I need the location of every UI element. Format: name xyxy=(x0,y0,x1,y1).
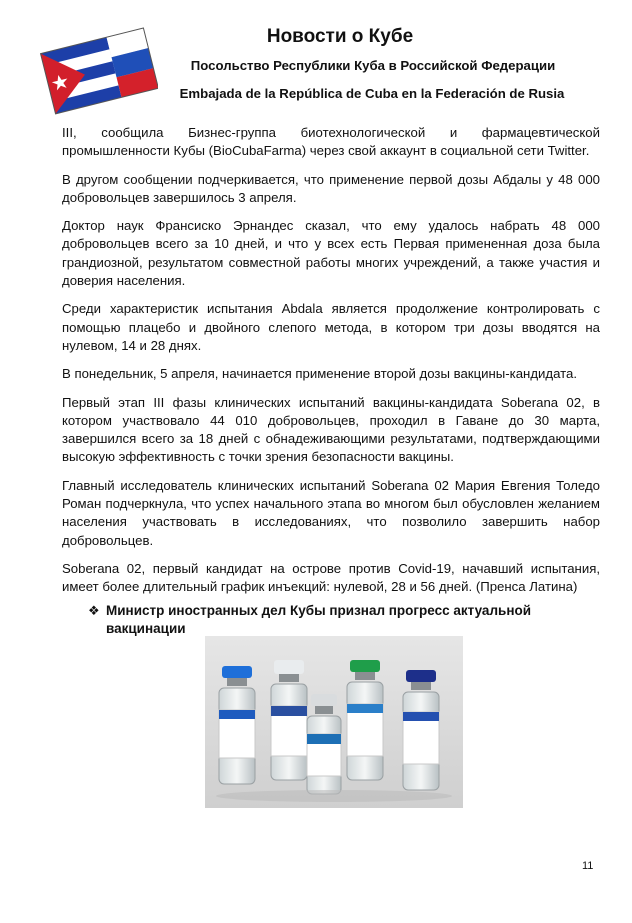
page-title: Новости о Кубе xyxy=(266,26,414,47)
cuba-russia-flag-logo xyxy=(40,18,158,120)
article-body xyxy=(62,124,600,607)
paragraph: Главный исследователь клинических испытаний Soberana 02 Мария Евгения Толедо Роман подчеркнула, что успех начального этапа во многом был обусловлен желанием населения участвовать в исследованиях, что позволило завершить набор добровольцев. xyxy=(62,477,600,548)
embassy-name-spanish: Embajada de la República de Cuba en la Federación de Rusia xyxy=(179,86,565,101)
news-headline-bullet xyxy=(88,602,568,638)
paragraph: В другом сообщении подчеркивается, что применение первой дозы Абдалы у 48 000 добровольцев завершилось 3 апреля. xyxy=(62,171,600,205)
paragraph: Первый этап III фазы клинических испытаний вакцины-кандидата Soberana 02, в котором участвовало 44 010 добровольцев, проходил в Гаване до 30 марта, завершился всего за 18 дней с обнадеживающими результатами, подтверждающими высокую эффективность с точки зрения безопасности вакцины. xyxy=(62,394,600,465)
headline-text: Министр иностранных дел Кубы признал прогресс актуальной вакцинации xyxy=(106,603,532,636)
paragraph: Soberana 02, первый кандидат на острове против Covid-19, начавший испытания, имеет более длительный график инъекций: нулевой, 28 и 56 дней. (Пренса Латина) xyxy=(62,560,600,595)
page-number: 11 xyxy=(582,860,594,872)
diamond-bullet-icon: ❖ xyxy=(88,603,100,618)
embassy-name-russian: Посольство Республики Куба в Российской Федерации xyxy=(190,58,556,73)
paragraph: III, сообщила Бизнес-группа биотехнологической и фармацевтической промышленности Кубы (BioCubaFarma) через свой аккаунт в социальной сети Twitter. xyxy=(62,125,600,159)
paragraph: Доктор наук Франсиско Эрнандес сказал, что ему удалось набрать 48 000 добровольцев всего за 10 дней, и что у всех есть Первая примененная доза была грандиозной, результатом совместной работы многих учреждений, а также участия и доверия населения. xyxy=(62,218,600,289)
paragraph: Среди характеристик испытания Abdala является продолжение контролировать с помощью плацебо и двойного слепого метода, в котором три дозы вводятся на нулевом, 14 и 28 днях. xyxy=(62,301,600,353)
paragraph: В понедельник, 5 апреля, начинается применение второй дозы вакцины-кандидата. xyxy=(62,366,578,382)
vaccine-vials-photo xyxy=(205,636,463,808)
